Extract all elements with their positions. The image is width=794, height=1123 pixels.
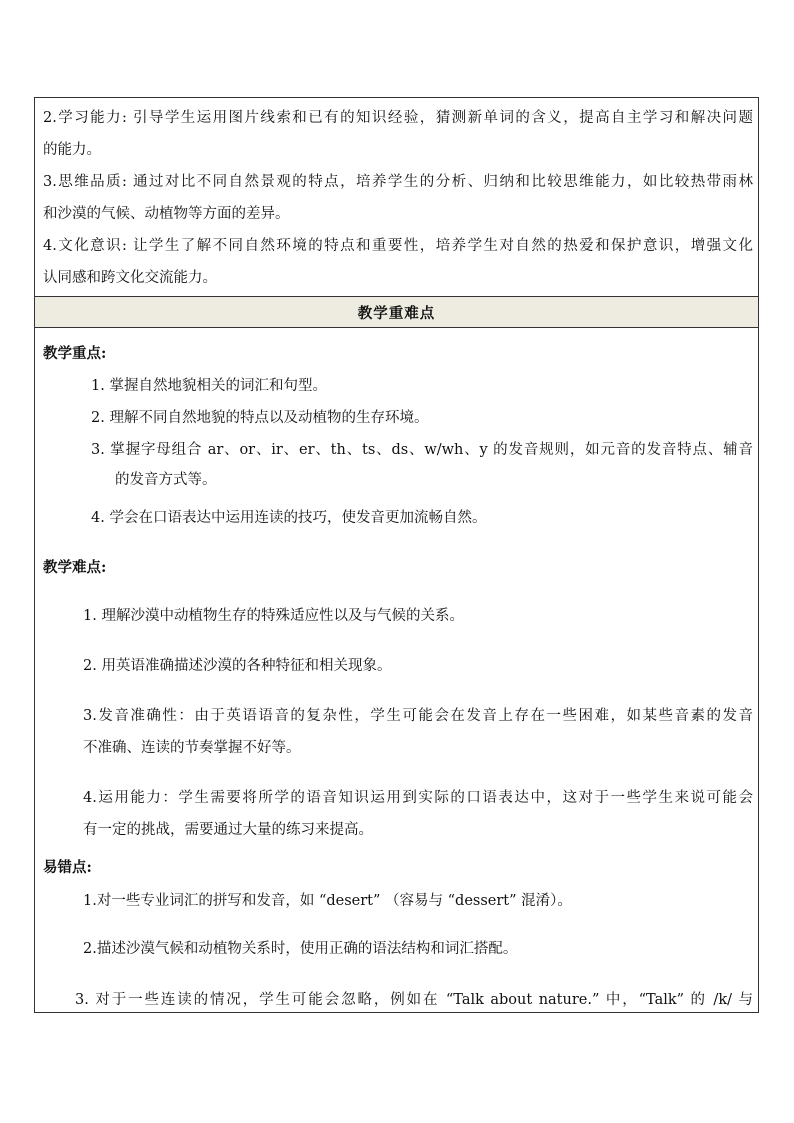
errors-heading: 易错点: [43,859,92,876]
error-item-3: 3. 对于一些连读的情况，学生可能会忽略，例如在 “Talk about nature.” 中，“Talk” 的 /k/ 与 [75,992,753,1008]
difficulty-item-3-line2: 不准确、连读的节奏掌握不好等。 [83,740,301,756]
error-item-2: 2.描述沙漠气候和动植物关系时，使用正确的语法结构和词汇搭配。 [83,941,518,957]
key-points-heading: 教学重点: [43,345,107,362]
difficulty-item-4-line2: 有一定的挑战，需要通过大量的练习来提高。 [83,822,373,838]
objective-culture-line2: 认同感和跨文化交流能力。 [43,270,217,286]
lesson-plan-table [34,97,759,1013]
objective-culture-line1: 4.文化意识: 让学生了解不同自然环境的特点和重要性，培养学生对自然的热爱和保护意识，增强文化 [43,238,753,254]
section-header-band [35,296,758,328]
difficulties-heading: 教学难点: [43,559,107,576]
key-point-item-3-line2: 的发音方式等。 [115,472,217,488]
error-item-1: 1.对一些专业词汇的拼写和发音，如 “desert” （容易与 “dessert” 混淆）。 [83,893,572,909]
key-point-item-1: 1. 掌握自然地貌相关的词汇和句型。 [91,378,327,394]
difficulty-item-2: 2. 用英语准确描述沙漠的各种特征和相关现象。 [83,658,392,674]
key-point-item-4: 4. 学会在口语表达中运用连读的技巧，使发音更加流畅自然。 [91,510,487,526]
key-point-item-3-line1: 3. 掌握字母组合 ar、or、ir、er、th、ts、ds、w/wh、y 的发音规则，如元音的发音特点、辅音 [91,442,753,458]
difficulty-item-1: 1. 理解沙漠中动植物生存的特殊适应性以及与气候的关系。 [83,608,464,624]
objective-thinking-line2: 和沙漠的气候、动植物等方面的差异。 [43,206,290,222]
difficulty-item-3-line1: 3.发音准确性：由于英语语音的复杂性，学生可能会在发音上存在一些困难，如某些音素的发音 [83,708,753,724]
difficulty-item-4-line1: 4.运用能力：学生需要将所学的语音知识运用到实际的口语表达中，这对于一些学生来说可能会 [83,790,753,806]
objective-learning-ability-line1: 2.学习能力: 引导学生运用图片线索和已有的知识经验，猜测新单词的含义，提高自主学习和解决问题 [43,110,753,126]
section-title: 教学重难点 [357,304,436,322]
objective-thinking-line1: 3.思维品质: 通过对比不同自然景观的特点，培养学生的分析、归纳和比较思维能力，如比较热带雨林 [43,174,753,190]
key-point-item-2: 2. 理解不同自然地貌的特点以及动植物的生存环境。 [91,410,429,426]
objective-learning-ability-line2: 的能力。 [43,142,101,158]
